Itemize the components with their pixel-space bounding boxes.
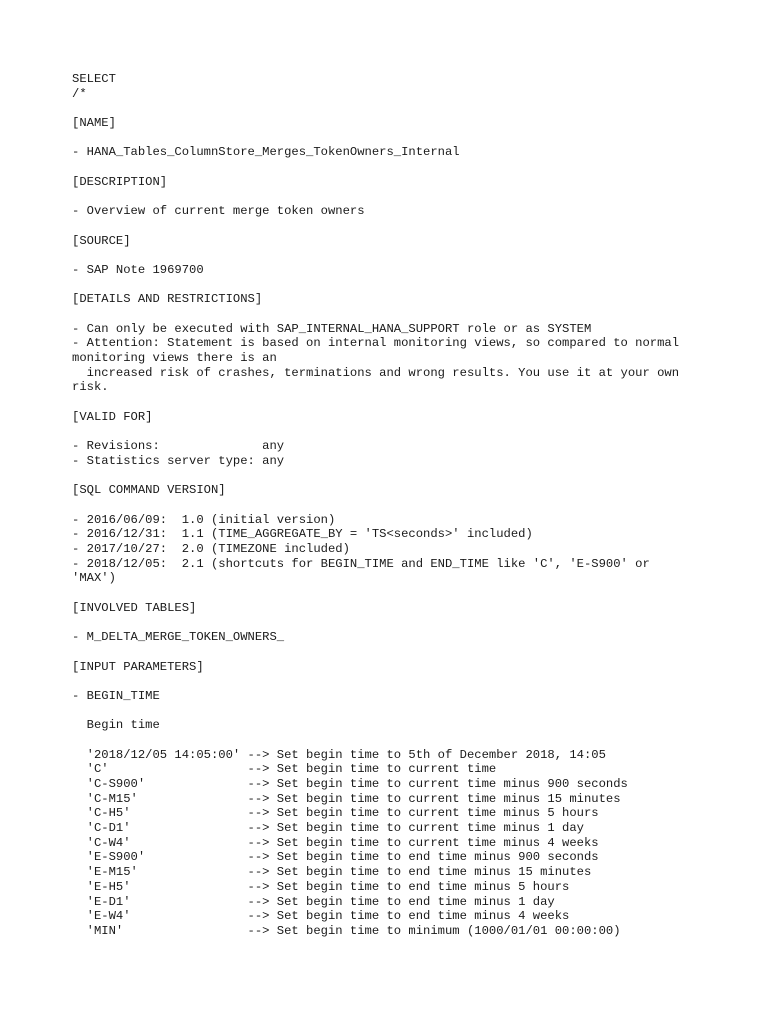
code-line: 'E-D1' --> Set begin time to end time minus 1 day bbox=[72, 894, 555, 909]
code-line bbox=[72, 733, 702, 748]
code-line: monitoring views there is an bbox=[72, 351, 277, 366]
code-line bbox=[72, 160, 702, 175]
code-line bbox=[72, 425, 702, 440]
code-line: - Attention: Statement is based on internal monitoring views, so compared to normal bbox=[72, 336, 680, 351]
code-line bbox=[72, 131, 702, 146]
code-line bbox=[72, 101, 702, 116]
code-line: - 2018/12/05: 2.1 (shortcuts for BEGIN_TIME and END_TIME like 'C', 'E-S900' or bbox=[72, 556, 650, 571]
code-line: [VALID FOR] bbox=[72, 409, 153, 424]
code-line bbox=[72, 469, 702, 484]
code-line: 'E-W4' --> Set begin time to end time minus 4 weeks bbox=[72, 909, 570, 924]
code-line bbox=[72, 704, 702, 719]
code-line: [DESCRIPTION] bbox=[72, 174, 168, 189]
code-line: 'E-S900' --> Set begin time to end time minus 900 seconds bbox=[72, 850, 599, 865]
code-line: - Can only be executed with SAP_INTERNAL_HANA_SUPPORT role or as SYSTEM bbox=[72, 321, 592, 336]
code-line: Begin time bbox=[72, 718, 160, 733]
code-line bbox=[72, 615, 702, 630]
code-line bbox=[72, 307, 702, 322]
code-line bbox=[72, 586, 702, 601]
code-line bbox=[72, 498, 702, 513]
code-line bbox=[72, 645, 702, 660]
code-line: increased risk of crashes, terminations and wrong results. You use it at your own bbox=[72, 365, 680, 380]
code-line: - SAP Note 1969700 bbox=[72, 262, 204, 277]
code-line: 'E-M15' --> Set begin time to end time minus 15 minutes bbox=[72, 865, 592, 880]
code-line bbox=[72, 674, 702, 689]
document-page bbox=[72, 72, 702, 939]
code-line: 'MAX') bbox=[72, 571, 116, 586]
code-line: - Overview of current merge token owners bbox=[72, 204, 365, 219]
code-line: - 2017/10/27: 2.0 (TIMEZONE included) bbox=[72, 542, 350, 556]
code-line: 'C-S900' --> Set begin time to current time minus 900 seconds bbox=[72, 777, 628, 791]
code-line: 'E-H5' --> Set begin time to end time minus 5 hours bbox=[72, 879, 570, 894]
code-line: - Revisions: any bbox=[72, 439, 285, 454]
code-line: - M_DELTA_MERGE_TOKEN_OWNERS_ bbox=[72, 630, 285, 645]
code-line bbox=[72, 395, 702, 410]
code-line: - 2016/12/31: 1.1 (TIME_AGGREGATE_BY = 'TS<seconds>' included) bbox=[72, 527, 533, 542]
code-line: 'C' --> Set begin time to current time bbox=[72, 762, 497, 777]
code-line: /* bbox=[72, 86, 87, 101]
code-line: [NAME] bbox=[72, 116, 116, 131]
code-line: '2018/12/05 14:05:00' --> Set begin time to 5th of December 2018, 14:05 bbox=[72, 747, 606, 762]
code-line: [INPUT PARAMETERS] bbox=[72, 659, 204, 674]
code-line: 'MIN' --> Set begin time to minimum (1000/01/01 00:00:00) bbox=[72, 923, 621, 938]
code-line: risk. bbox=[72, 380, 109, 395]
code-line: [SQL COMMAND VERSION] bbox=[72, 483, 226, 498]
code-line bbox=[72, 278, 702, 293]
code-line: 'C-H5' --> Set begin time to current time minus 5 hours bbox=[72, 806, 599, 821]
code-line bbox=[72, 190, 702, 205]
code-line: [DETAILS AND RESTRICTIONS] bbox=[72, 292, 263, 307]
code-line: [INVOLVED TABLES] bbox=[72, 600, 197, 615]
code-line: 'C-M15' --> Set begin time to current time minus 15 minutes bbox=[72, 791, 621, 806]
code-line: - Statistics server type: any bbox=[72, 453, 285, 468]
code-line: 'C-W4' --> Set begin time to current time minus 4 weeks bbox=[72, 835, 599, 850]
code-line bbox=[72, 219, 702, 234]
code-line: - 2016/06/09: 1.0 (initial version) bbox=[72, 512, 336, 527]
code-line: SELECT bbox=[72, 72, 116, 86]
code-line bbox=[72, 248, 702, 263]
code-line: 'C-D1' --> Set begin time to current time minus 1 day bbox=[72, 821, 584, 836]
code-line: [SOURCE] bbox=[72, 233, 131, 248]
code-line: - BEGIN_TIME bbox=[72, 688, 160, 703]
code-line: - HANA_Tables_ColumnStore_Merges_TokenOwners_Internal bbox=[72, 145, 460, 160]
